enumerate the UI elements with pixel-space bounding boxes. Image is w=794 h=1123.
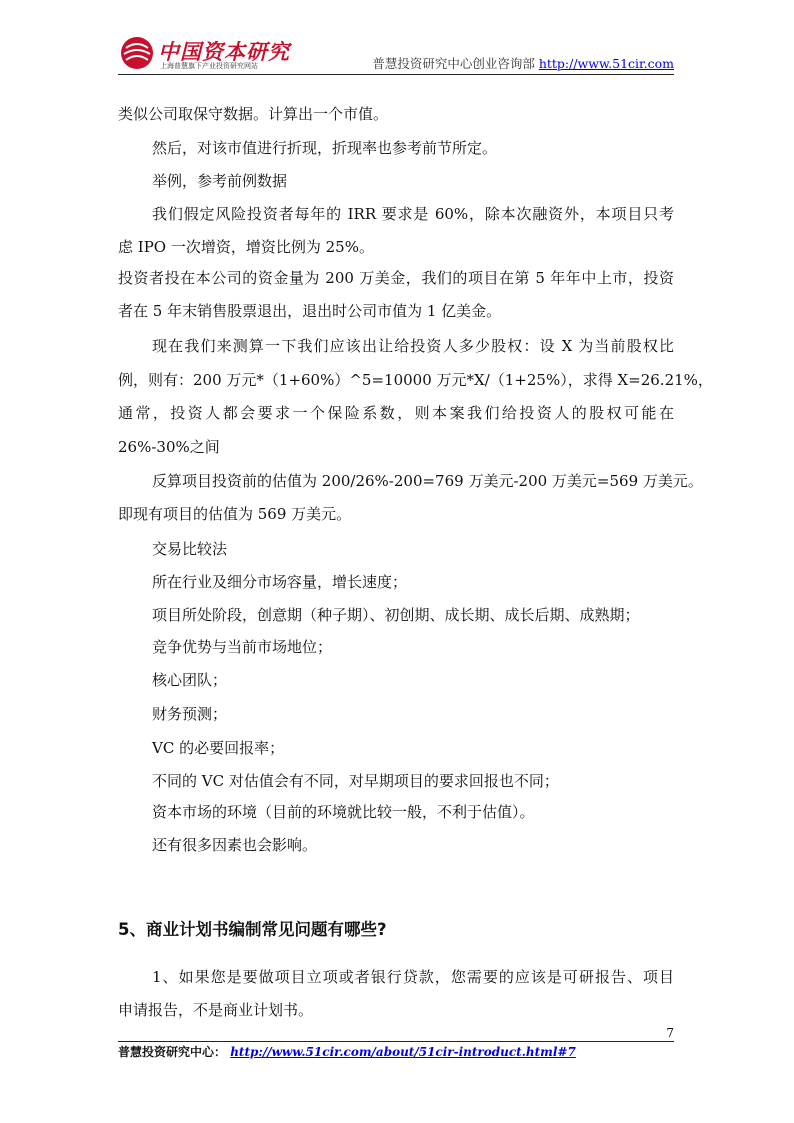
header-link[interactable]: http://www.51cir.com <box>538 56 674 71</box>
paragraph-line: 不同的 VC 对估值会有不同，对早期项目的要求回报也不同； <box>152 772 559 790</box>
logo-subtitle: 上海普慧旗下产业投资研究网站 <box>160 62 258 70</box>
paragraph-line: 26%-30%之间 <box>118 438 220 456</box>
paragraph-line: 现在我们来测算一下我们应该出让给投资人多少股权：设 X 为当前股权比 <box>152 337 674 355</box>
paragraph-line: 核心团队； <box>152 671 228 689</box>
footer-link[interactable]: http://www.51cir.com/about/51cir-introduct.html#7 <box>230 1045 576 1059</box>
paragraph-line: 例，则有：200 万元*（1+60%）^5=10000 万元*X/（1+25%），求得 X=26.21%， <box>118 371 713 389</box>
paragraph-line: 交易比较法 <box>152 540 228 558</box>
header-divider <box>118 74 674 75</box>
paragraph-line: 即现有项目的估值为 569 万美元。 <box>118 505 352 523</box>
paragraph-line: 1、如果您是要做项目立项或者银行贷款，您需要的应该是可研报告、项目 <box>152 968 674 986</box>
footer-label: 普慧投资研究中心： <box>118 1045 227 1059</box>
paragraph-line: 竞争优势与当前市场地位； <box>152 638 333 656</box>
paragraph-line: 通常，投资人都会要求一个保险系数，则本案我们给投资人的股权可能在 <box>118 404 674 422</box>
paragraph-line: 然后，对该市值进行折现，折现率也参考前节所定。 <box>152 139 498 157</box>
paragraph-line: 举例，参考前例数据 <box>152 172 288 190</box>
header-department: 普慧投资研究中心创业咨询部 <box>372 56 535 71</box>
header-right <box>372 54 674 72</box>
page-footer <box>118 1043 576 1060</box>
paragraph-line: 我们假定风险投资者每年的 IRR 要求是 60%，除本次融资外，本项目只考 <box>152 205 674 223</box>
paragraph-line: 还有很多因素也会影响。 <box>152 836 318 854</box>
paragraph-line: 项目所处阶段，创意期（种子期）、初创期、成长期、成长后期、成熟期； <box>152 606 640 624</box>
section-heading: 5、商业计划书编制常见问题有哪些? <box>118 920 387 939</box>
footer-divider <box>118 1041 674 1042</box>
paragraph-line: 类似公司取保守数据。计算出一个市值。 <box>118 105 389 123</box>
paragraph-line: 投资者投在本公司的资金量为 200 万美金，我们的项目在第 5 年年中上市，投资 <box>118 269 674 287</box>
page-number: 7 <box>666 1026 674 1040</box>
paragraph-line: 者在 5 年末销售股票退出，退出时公司市值为 1 亿美金。 <box>118 302 502 320</box>
logo-text: 中国资本研究 <box>158 39 290 64</box>
paragraph-line: 财务预测； <box>152 705 228 723</box>
paragraph-line: 所在行业及细分市场容量，增长速度； <box>152 573 408 591</box>
paragraph-line: 申请报告，不是商业计划书。 <box>118 1001 314 1019</box>
paragraph-line: 资本市场的环境（目前的环境就比较一般，不利于估值）。 <box>152 803 535 821</box>
paragraph-line: VC 的必要回报率； <box>152 739 285 757</box>
logo-icon <box>118 34 156 72</box>
paragraph-line: 虑 IPO 一次增资，增资比例为 25%。 <box>118 238 374 256</box>
paragraph-line: 反算项目投资前的估值为 200/26%-200=769 万美元-200 万美元=569 万美元。 <box>152 472 703 490</box>
logo[interactable] <box>118 34 318 74</box>
page-header <box>118 30 674 76</box>
